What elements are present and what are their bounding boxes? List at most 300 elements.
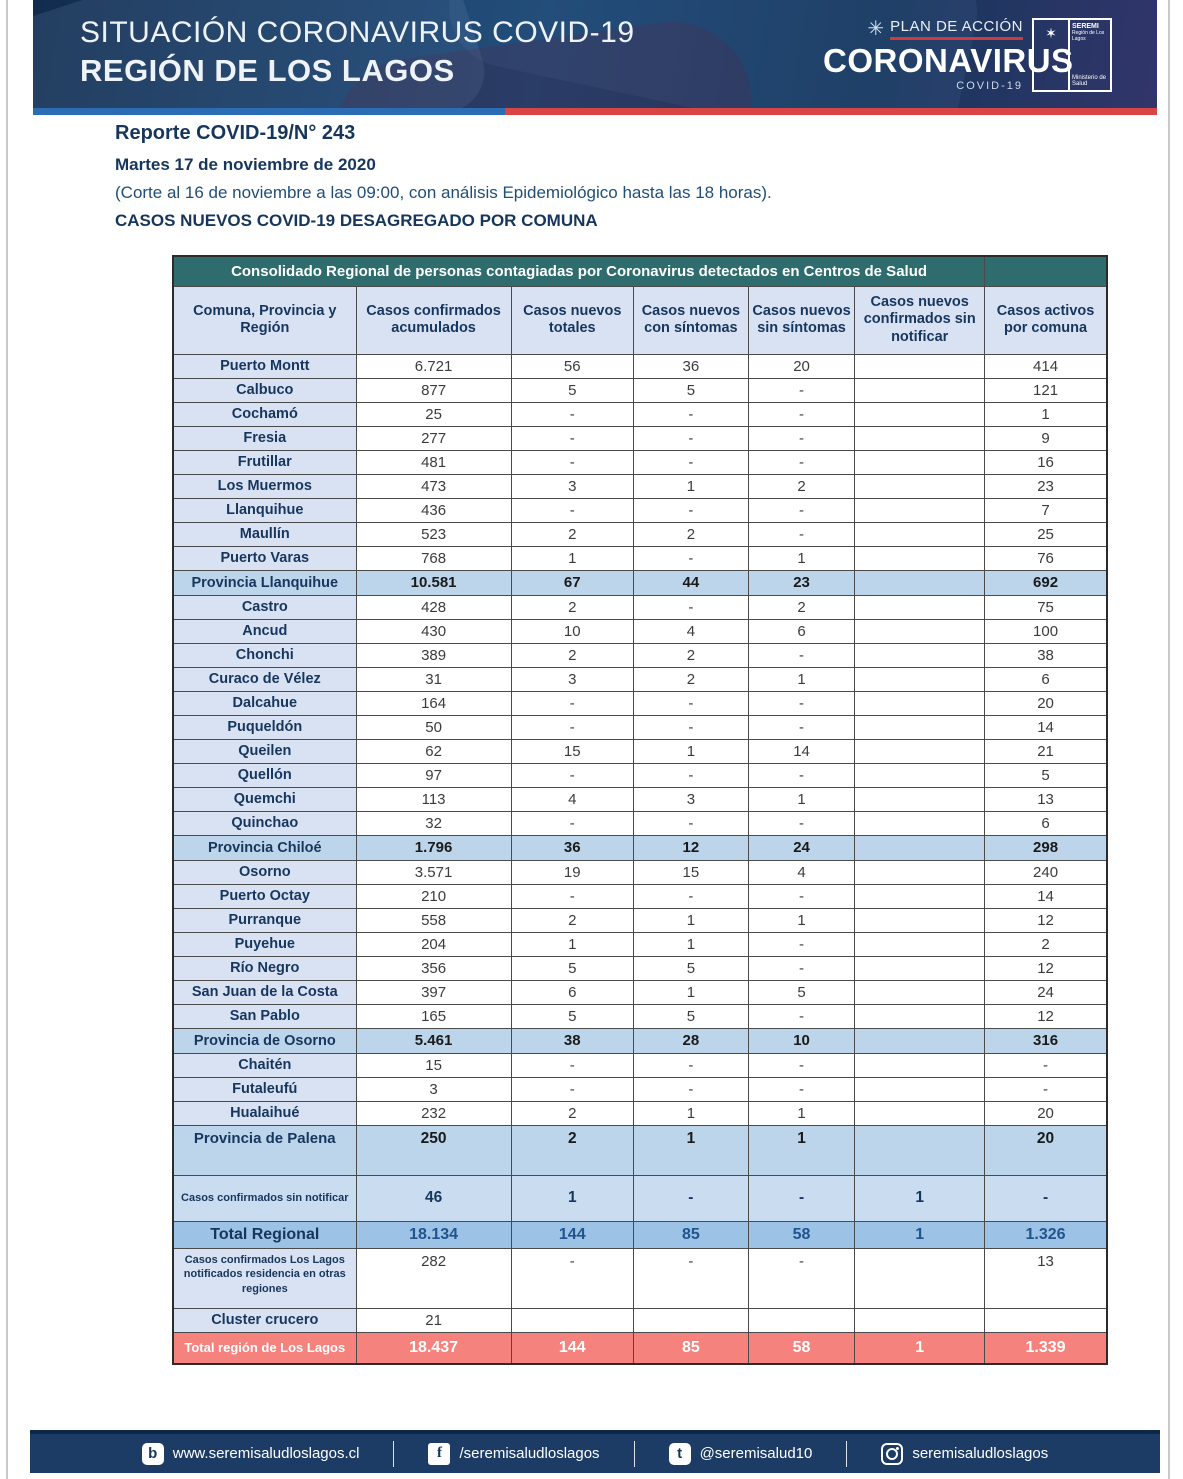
row-label: Hualaihué <box>173 1101 356 1125</box>
table-row <box>173 570 1107 595</box>
row-value: - <box>511 1077 633 1101</box>
table-header-row <box>173 286 1107 354</box>
table-row <box>173 715 1107 739</box>
col-header-sin-notificar: Casos nuevos confirmados sin notificar <box>855 286 985 354</box>
table-row <box>173 498 1107 522</box>
row-value: - <box>748 426 854 450</box>
report-cutoff-note: (Corte al 16 de noviembre a las 09:00, con análisis Epidemiológico hasta las 18 horas). <box>115 183 772 202</box>
row-value: 210 <box>356 884 511 908</box>
row-value: 15 <box>356 1053 511 1077</box>
footer-twitter-label: @seremisalud10 <box>699 1445 813 1462</box>
row-label: Cluster crucero <box>173 1308 356 1332</box>
footer-link-twitter[interactable] <box>635 1443 847 1465</box>
row-value: - <box>748 498 854 522</box>
chile-coat-of-arms-icon: ✶ <box>1034 20 1070 90</box>
row-value: 76 <box>985 546 1107 570</box>
row-value: 1.339 <box>985 1332 1107 1364</box>
row-value <box>855 643 985 667</box>
table-row <box>173 1101 1107 1125</box>
row-value: 1.796 <box>356 835 511 860</box>
table-row <box>173 908 1107 932</box>
footer-link-website[interactable] <box>108 1443 394 1465</box>
table-row <box>173 811 1107 835</box>
row-value: 15 <box>633 860 748 884</box>
row-value: 414 <box>985 354 1107 378</box>
table-row <box>173 1248 1107 1308</box>
row-value: 1 <box>511 546 633 570</box>
row-label: Purranque <box>173 908 356 932</box>
row-value <box>855 787 985 811</box>
row-value: - <box>748 1053 854 1077</box>
row-value: 14 <box>748 739 854 763</box>
row-label: Chaitén <box>173 1053 356 1077</box>
row-value: - <box>511 884 633 908</box>
row-value: - <box>633 402 748 426</box>
row-value: 877 <box>356 378 511 402</box>
row-value: 277 <box>356 426 511 450</box>
row-value: 204 <box>356 932 511 956</box>
col-header-con-sintomas: Casos nuevos con síntomas <box>633 286 748 354</box>
row-value <box>855 354 985 378</box>
row-value: - <box>633 450 748 474</box>
row-value: 1 <box>748 1125 854 1175</box>
table-row <box>173 378 1107 402</box>
row-value: - <box>511 1053 633 1077</box>
row-value: 1 <box>985 402 1107 426</box>
table-row <box>173 1221 1107 1248</box>
row-value: 1 <box>748 546 854 570</box>
row-value: 50 <box>356 715 511 739</box>
row-value <box>855 402 985 426</box>
report-subtitle: CASOS NUEVOS COVID-19 DESAGREGADO POR COMUNA <box>115 211 598 230</box>
row-value: 13 <box>985 1248 1107 1308</box>
table-row <box>173 450 1107 474</box>
row-value: 32 <box>356 811 511 835</box>
row-value: 5 <box>511 1004 633 1028</box>
row-value: 24 <box>748 835 854 860</box>
row-value: - <box>633 546 748 570</box>
row-value: 473 <box>356 474 511 498</box>
row-value: - <box>748 1248 854 1308</box>
row-value <box>855 860 985 884</box>
row-value: 1 <box>633 1125 748 1175</box>
row-value: 2 <box>633 522 748 546</box>
web-icon: b <box>142 1443 164 1465</box>
row-value <box>855 908 985 932</box>
table-title-row <box>173 256 1107 286</box>
row-value: 3.571 <box>356 860 511 884</box>
row-label: Dalcahue <box>173 691 356 715</box>
row-value: 1 <box>748 667 854 691</box>
row-value: - <box>748 1004 854 1028</box>
table-row <box>173 956 1107 980</box>
row-value: 23 <box>985 474 1107 498</box>
row-value: - <box>633 1077 748 1101</box>
row-value: 14 <box>985 715 1107 739</box>
table-row <box>173 1308 1107 1332</box>
covid-table-container <box>172 255 1108 1365</box>
plan-de-accion-logo <box>823 18 1074 92</box>
header-banner <box>33 0 1157 108</box>
row-value: 19 <box>511 860 633 884</box>
table-row <box>173 354 1107 378</box>
row-value: 3 <box>633 787 748 811</box>
row-value <box>855 1004 985 1028</box>
row-value: 18.437 <box>356 1332 511 1364</box>
row-value: - <box>633 1248 748 1308</box>
row-value: 2 <box>633 667 748 691</box>
row-value: 250 <box>356 1125 511 1175</box>
row-value: 2 <box>511 643 633 667</box>
row-value: - <box>633 763 748 787</box>
twitter-icon: t <box>669 1443 691 1465</box>
row-value: 1 <box>748 1101 854 1125</box>
row-label: Maullín <box>173 522 356 546</box>
row-value: 38 <box>985 643 1107 667</box>
row-value: 5.461 <box>356 1028 511 1053</box>
seremi-label: SEREMI <box>1072 23 1099 30</box>
row-label: Casos confirmados Los Lagos notificados residencia en otras regiones <box>173 1248 356 1308</box>
row-value: 6 <box>985 811 1107 835</box>
row-value: 144 <box>511 1332 633 1364</box>
row-label: Provincia Chiloé <box>173 835 356 860</box>
row-value: 13 <box>985 787 1107 811</box>
row-value <box>855 1125 985 1175</box>
col-header-nuevos-totales: Casos nuevos totales <box>511 286 633 354</box>
row-value: - <box>748 884 854 908</box>
row-value: 1 <box>633 932 748 956</box>
row-value: - <box>511 691 633 715</box>
report-title: Reporte COVID-19/N° 243 <box>115 122 356 144</box>
row-value: 100 <box>985 619 1107 643</box>
row-label: Puerto Varas <box>173 546 356 570</box>
row-value: 16 <box>985 450 1107 474</box>
row-value <box>855 1101 985 1125</box>
row-label: San Juan de la Costa <box>173 980 356 1004</box>
row-value: 164 <box>356 691 511 715</box>
row-value: 3 <box>511 667 633 691</box>
row-value: 4 <box>633 619 748 643</box>
table-row <box>173 980 1107 1004</box>
row-label: Total región de Los Lagos <box>173 1332 356 1364</box>
row-value: 5 <box>748 980 854 1004</box>
row-value: 12 <box>985 1004 1107 1028</box>
row-value: - <box>511 450 633 474</box>
row-value: 5 <box>633 956 748 980</box>
col-header-activos: Casos activos por comuna <box>985 286 1107 354</box>
coronavirus-wordmark: CORONAVIRUS <box>823 42 1074 79</box>
row-value: 240 <box>985 860 1107 884</box>
table-row <box>173 1175 1107 1221</box>
row-value: 1 <box>855 1332 985 1364</box>
row-value: 20 <box>748 354 854 378</box>
row-value: 1 <box>748 908 854 932</box>
table-row <box>173 546 1107 570</box>
row-value: 1 <box>855 1221 985 1248</box>
row-value: - <box>748 450 854 474</box>
seremi-region-label: Región de Los Lagos <box>1072 30 1105 42</box>
row-value: 20 <box>985 1101 1107 1125</box>
instagram-icon <box>881 1443 903 1465</box>
row-label: Castro <box>173 595 356 619</box>
row-value: 85 <box>633 1332 748 1364</box>
row-value: - <box>511 763 633 787</box>
row-value: 85 <box>633 1221 748 1248</box>
row-value: 31 <box>356 667 511 691</box>
row-value <box>855 474 985 498</box>
row-value: 481 <box>356 450 511 474</box>
row-value: - <box>633 811 748 835</box>
table-row <box>173 643 1107 667</box>
row-value: 558 <box>356 908 511 932</box>
row-value: 1.326 <box>985 1221 1107 1248</box>
row-value <box>985 1308 1107 1332</box>
row-value <box>855 1308 985 1332</box>
col-header-sin-sintomas: Casos nuevos sin síntomas <box>748 286 854 354</box>
row-value: 5 <box>511 378 633 402</box>
footer-facebook-label: /seremisaludloslagos <box>459 1445 600 1462</box>
table-row <box>173 1332 1107 1364</box>
row-value: 36 <box>511 835 633 860</box>
row-value: - <box>748 402 854 426</box>
footer-link-instagram[interactable] <box>847 1443 1082 1465</box>
row-value: 4 <box>511 787 633 811</box>
table-row <box>173 595 1107 619</box>
row-value <box>855 1053 985 1077</box>
row-label: Chonchi <box>173 643 356 667</box>
row-value <box>855 498 985 522</box>
row-value: 144 <box>511 1221 633 1248</box>
row-label: Provincia de Osorno <box>173 1028 356 1053</box>
row-value <box>855 570 985 595</box>
table-row <box>173 1053 1107 1077</box>
row-value: 1 <box>633 980 748 1004</box>
row-value: - <box>511 1248 633 1308</box>
col-header-confirmados: Casos confirmados acumulados <box>356 286 511 354</box>
covid19-label: COVID-19 <box>956 80 1023 92</box>
row-value: - <box>748 691 854 715</box>
footer-link-facebook[interactable] <box>394 1443 633 1465</box>
row-value: 397 <box>356 980 511 1004</box>
row-value: 1 <box>633 908 748 932</box>
row-value: - <box>511 811 633 835</box>
row-label: Curaco de Vélez <box>173 667 356 691</box>
table-row <box>173 1004 1107 1028</box>
row-label: Cochamó <box>173 402 356 426</box>
table-row <box>173 860 1107 884</box>
covid-cases-table <box>172 255 1108 1365</box>
row-value: 21 <box>985 739 1107 763</box>
row-value: 316 <box>985 1028 1107 1053</box>
row-value: 24 <box>985 980 1107 1004</box>
row-label: Casos confirmados sin notificar <box>173 1175 356 1221</box>
row-value: - <box>511 426 633 450</box>
row-value: 14 <box>985 884 1107 908</box>
row-label: Quellón <box>173 763 356 787</box>
row-value <box>855 667 985 691</box>
footer-instagram-label: seremisaludloslagos <box>912 1445 1049 1462</box>
row-value: 6 <box>511 980 633 1004</box>
row-value: 1 <box>511 932 633 956</box>
row-value: 389 <box>356 643 511 667</box>
row-value: 5 <box>633 1004 748 1028</box>
report-date: Martes 17 de noviembre de 2020 <box>115 155 376 174</box>
table-title-spacer <box>985 256 1107 286</box>
row-value: 3 <box>511 474 633 498</box>
row-value <box>855 835 985 860</box>
row-value: 28 <box>633 1028 748 1053</box>
row-value: 6 <box>985 667 1107 691</box>
table-row <box>173 667 1107 691</box>
row-value: 20 <box>985 1125 1107 1175</box>
row-label: Queilen <box>173 739 356 763</box>
row-value <box>855 1077 985 1101</box>
row-label: Frutillar <box>173 450 356 474</box>
row-value: 46 <box>356 1175 511 1221</box>
table-row <box>173 426 1107 450</box>
row-value: 2 <box>985 932 1107 956</box>
table-row <box>173 884 1107 908</box>
row-value: - <box>748 763 854 787</box>
banner-bottom-strip <box>33 108 1157 115</box>
row-value: 38 <box>511 1028 633 1053</box>
row-value: - <box>511 402 633 426</box>
row-value: - <box>748 715 854 739</box>
row-value <box>511 1308 633 1332</box>
row-value: 1 <box>855 1175 985 1221</box>
row-value: 232 <box>356 1101 511 1125</box>
row-label: Puerto Montt <box>173 354 356 378</box>
row-value: - <box>633 884 748 908</box>
row-value <box>748 1308 854 1332</box>
table-row <box>173 1028 1107 1053</box>
row-value: 21 <box>356 1308 511 1332</box>
row-value: 75 <box>985 595 1107 619</box>
row-label: Río Negro <box>173 956 356 980</box>
row-value: 12 <box>985 908 1107 932</box>
row-label: Calbuco <box>173 378 356 402</box>
row-value: 768 <box>356 546 511 570</box>
row-value <box>855 378 985 402</box>
row-value: 1 <box>633 474 748 498</box>
row-value: - <box>748 1077 854 1101</box>
page-edge-left <box>6 0 8 1479</box>
row-value: 12 <box>633 835 748 860</box>
footer-website-label: www.seremisaludloslagos.cl <box>172 1445 360 1462</box>
table-row <box>173 402 1107 426</box>
row-value <box>855 426 985 450</box>
row-label: Quinchao <box>173 811 356 835</box>
row-label: Puyehue <box>173 932 356 956</box>
row-value: - <box>633 715 748 739</box>
row-value: 1 <box>511 1175 633 1221</box>
row-value: 1 <box>633 1101 748 1125</box>
row-value: - <box>985 1053 1107 1077</box>
facebook-icon: f <box>428 1443 450 1465</box>
row-value <box>855 546 985 570</box>
row-value: - <box>511 498 633 522</box>
row-label: Puerto Octay <box>173 884 356 908</box>
row-value: 121 <box>985 378 1107 402</box>
row-value: 5 <box>511 956 633 980</box>
row-value: 430 <box>356 619 511 643</box>
row-value: 113 <box>356 787 511 811</box>
row-value: 12 <box>985 956 1107 980</box>
report-heading <box>115 122 772 231</box>
row-value: 6 <box>748 619 854 643</box>
row-value: 10 <box>511 619 633 643</box>
row-value: 58 <box>748 1332 854 1364</box>
row-value: - <box>633 691 748 715</box>
row-label: Ancud <box>173 619 356 643</box>
row-label: Fresia <box>173 426 356 450</box>
row-value <box>855 619 985 643</box>
row-value: - <box>511 715 633 739</box>
banner-title-line1: SITUACIÓN CORONAVIRUS COVID-19 <box>80 16 635 49</box>
row-value: 2 <box>748 474 854 498</box>
row-value: - <box>633 595 748 619</box>
table-row <box>173 1125 1107 1175</box>
row-value: - <box>633 1053 748 1077</box>
banner-title-line2: REGIÓN DE LOS LAGOS <box>80 53 455 88</box>
row-value: 1 <box>633 739 748 763</box>
table-row <box>173 1077 1107 1101</box>
seremi-ministry-logo <box>1032 18 1112 92</box>
row-value: - <box>985 1077 1107 1101</box>
table-row <box>173 619 1107 643</box>
row-value: 2 <box>633 643 748 667</box>
row-value: 165 <box>356 1004 511 1028</box>
row-value: - <box>748 522 854 546</box>
row-label: Puqueldón <box>173 715 356 739</box>
row-value <box>855 980 985 1004</box>
col-header-comuna: Comuna, Provincia y Región <box>173 286 356 354</box>
row-value: 2 <box>511 1101 633 1125</box>
row-value: 1 <box>748 787 854 811</box>
row-label: Total Regional <box>173 1221 356 1248</box>
row-value: 2 <box>511 908 633 932</box>
row-value: - <box>748 1175 854 1221</box>
row-value: 436 <box>356 498 511 522</box>
table-row <box>173 763 1107 787</box>
row-value: 36 <box>633 354 748 378</box>
row-value <box>855 691 985 715</box>
row-label: San Pablo <box>173 1004 356 1028</box>
row-value <box>855 450 985 474</box>
row-value: 25 <box>985 522 1107 546</box>
ministry-label: Ministerio de Salud <box>1072 75 1107 87</box>
banner-title <box>80 16 635 89</box>
table-row <box>173 835 1107 860</box>
row-value <box>633 1308 748 1332</box>
row-value: 7 <box>985 498 1107 522</box>
row-value: - <box>748 811 854 835</box>
row-value <box>855 715 985 739</box>
row-value: 67 <box>511 570 633 595</box>
row-value: - <box>633 426 748 450</box>
row-value: 97 <box>356 763 511 787</box>
row-value <box>855 739 985 763</box>
row-value: 282 <box>356 1248 511 1308</box>
row-value: 10.581 <box>356 570 511 595</box>
row-value: - <box>633 498 748 522</box>
row-label: Provincia Llanquihue <box>173 570 356 595</box>
row-value: 62 <box>356 739 511 763</box>
row-value: 15 <box>511 739 633 763</box>
row-label: Osorno <box>173 860 356 884</box>
row-value <box>855 1028 985 1053</box>
page-edge-right <box>1168 0 1170 1479</box>
